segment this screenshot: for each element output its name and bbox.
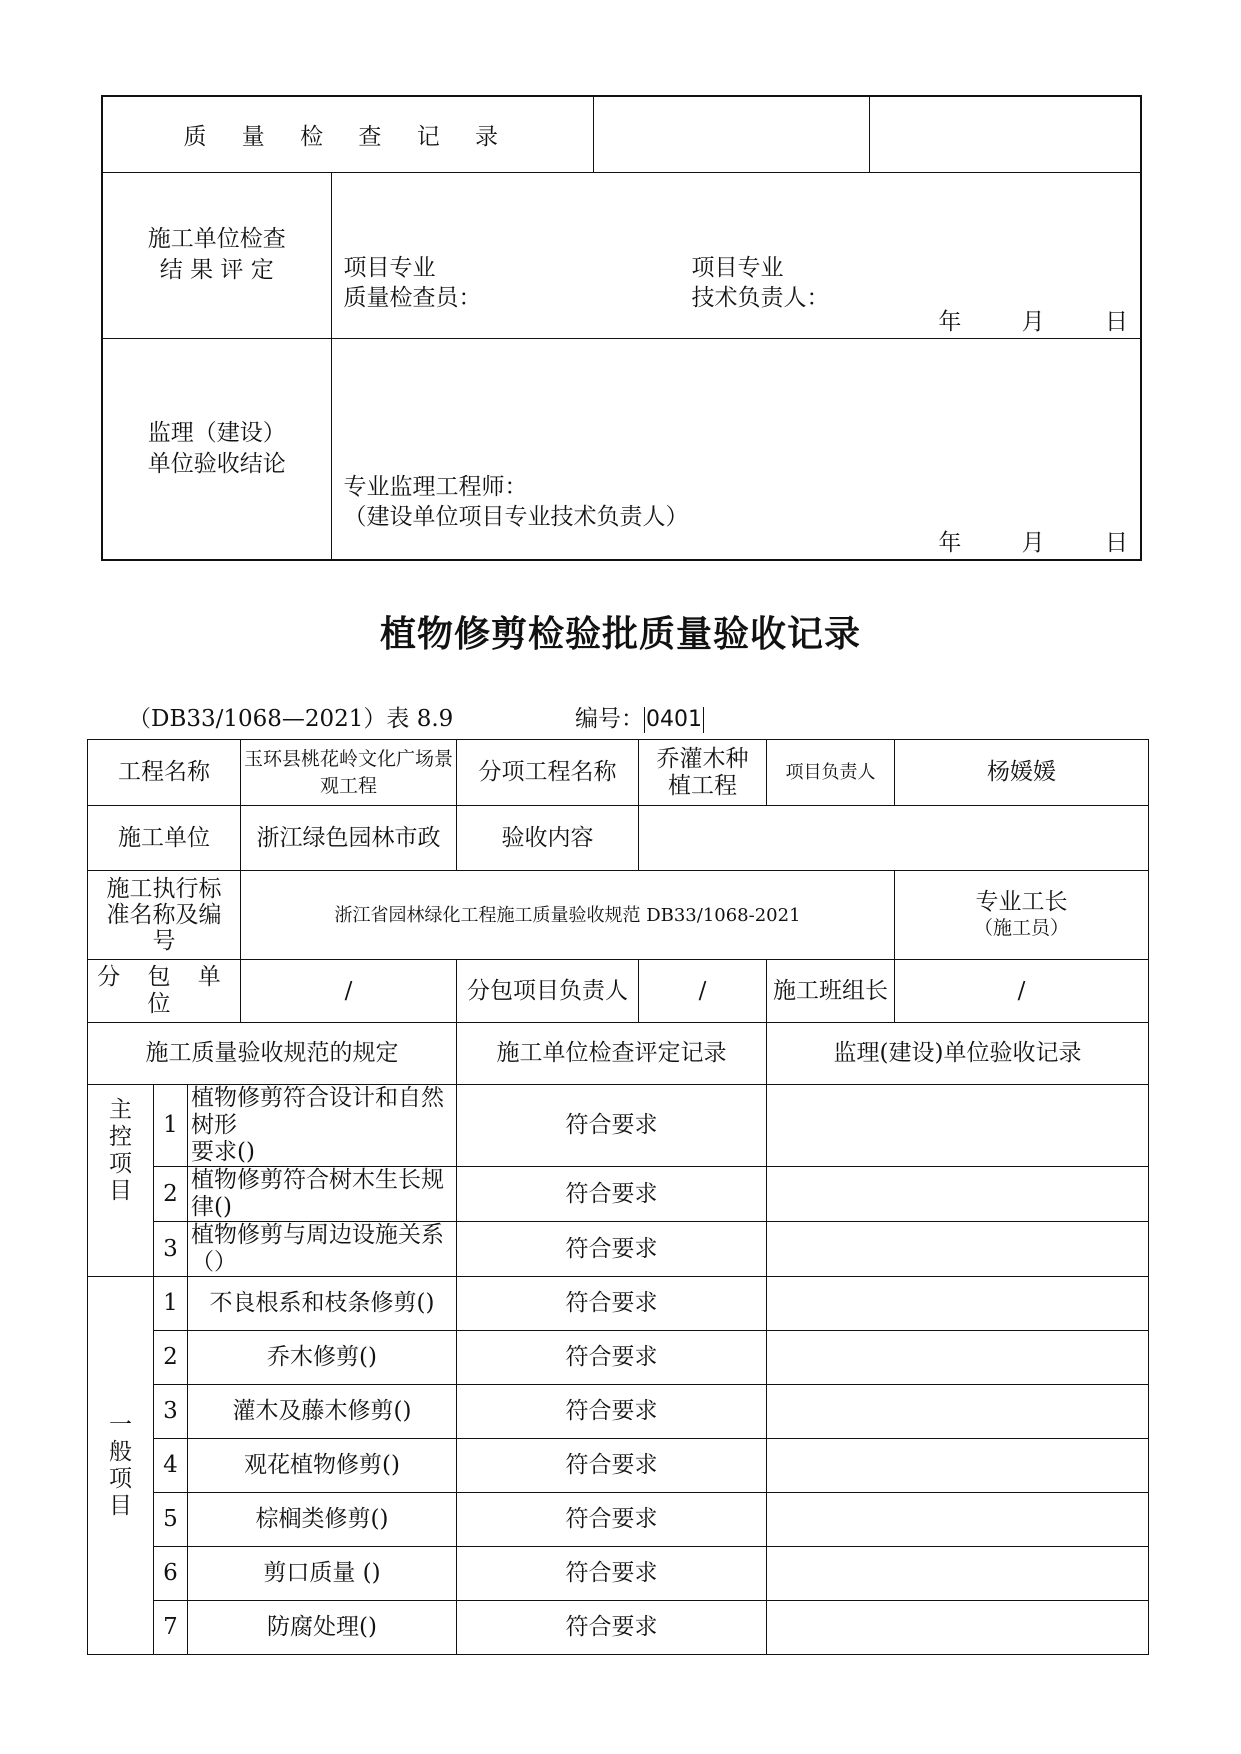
item-description: 剪口质量 () — [188, 1547, 457, 1601]
project-manager-value[interactable]: 杨媛媛 — [895, 740, 1149, 806]
tech-lead-l2: 技术负责人： — [691, 284, 830, 311]
acceptance-content-value[interactable] — [639, 806, 1149, 871]
item-description — [188, 1085, 457, 1167]
main-control-row — [88, 1167, 1149, 1222]
general-char-4: 目 — [109, 1492, 132, 1519]
main-control-char-4: 目 — [109, 1178, 132, 1204]
info-row-subcontractor — [88, 960, 1149, 1023]
contractor-check-result[interactable] — [331, 172, 1141, 338]
contractor-check-label-l1: 施工单位检查 — [147, 226, 286, 252]
foreman-label — [895, 871, 1149, 960]
team-leader-label: 施工班组长 — [767, 960, 895, 1023]
quality-record-label: 质 量 检 查 记 录 — [102, 96, 593, 172]
item-description-l1: 植物修剪符合设计和自然树形 — [191, 1085, 444, 1138]
item-number: 7 — [154, 1601, 188, 1655]
foreman-label-l1: 专业工长 — [975, 889, 1068, 915]
main-control-row — [88, 1085, 1149, 1167]
contractor-result[interactable]: 符合要求 — [457, 1493, 767, 1547]
main-control-label — [88, 1085, 154, 1277]
project-manager-label: 项目负责人 — [767, 740, 895, 806]
sub-project-l1: 乔灌木种 — [656, 745, 749, 772]
item-number: 3 — [154, 1222, 188, 1277]
info-row-standard — [88, 871, 1149, 960]
general-char-2: 般 — [109, 1438, 132, 1465]
item-number: 1 — [154, 1277, 188, 1331]
info-row-project — [88, 740, 1149, 806]
serial-label: 编号： — [575, 706, 644, 732]
item-description: 防腐处理() — [188, 1601, 457, 1655]
supervisor-conclusion-label — [102, 338, 331, 560]
contractor-result[interactable]: 符合要求 — [457, 1085, 767, 1167]
general-row — [88, 1493, 1149, 1547]
item-number: 1 — [154, 1085, 188, 1167]
item-description: 不良根系和枝条修剪() — [188, 1277, 457, 1331]
foreman-label-l2: （施工员） — [973, 917, 1069, 939]
sub-project-l2: 植工程 — [668, 772, 737, 799]
supervisor-check[interactable] — [767, 1085, 1149, 1167]
item-description: 灌木及藤木修剪() — [188, 1385, 457, 1439]
contractor-date: 年 月 日 — [938, 308, 1128, 335]
top-signoff-table — [101, 95, 1142, 561]
contractor-result[interactable]: 符合要求 — [457, 1222, 767, 1277]
team-leader-value[interactable]: / — [895, 960, 1149, 1023]
supervisor-check[interactable] — [767, 1601, 1149, 1655]
serial-input[interactable]: 0401 — [646, 707, 702, 732]
supervisor-check[interactable] — [767, 1493, 1149, 1547]
main-control-char-1: 主 — [109, 1097, 132, 1123]
header-supervisor-record: 监理(建设)单位验收记录 — [767, 1023, 1149, 1085]
contractor-label: 施工单位 — [88, 806, 241, 871]
contractor-result[interactable]: 符合要求 — [457, 1547, 767, 1601]
general-items-label — [88, 1277, 154, 1655]
item-number: 5 — [154, 1493, 188, 1547]
main-control-row — [88, 1222, 1149, 1277]
contractor-check-label-l2: 结 果 评 定 — [159, 257, 274, 283]
supervisor-date: 年 月 日 — [938, 530, 1128, 556]
tech-lead-sign — [692, 253, 830, 313]
item-description: 植物修剪符合树木生长规律() — [188, 1167, 457, 1222]
main-control-char-3: 项 — [109, 1151, 132, 1177]
quality-inspector-sign — [344, 253, 482, 313]
general-row — [88, 1601, 1149, 1655]
supervisor-sign-l2: （建设单位项目专业技术负责人） — [343, 503, 689, 530]
item-description: 观花植物修剪() — [188, 1439, 457, 1493]
contractor-result[interactable]: 符合要求 — [457, 1385, 767, 1439]
supervisor-check[interactable] — [767, 1385, 1149, 1439]
quality-inspector-l1: 项目专业 — [343, 254, 436, 281]
sub-manager-value[interactable]: / — [639, 960, 767, 1023]
supervisor-check[interactable] — [767, 1331, 1149, 1385]
sub-manager-label: 分包项目负责人 — [457, 960, 639, 1023]
supervisor-check[interactable] — [767, 1277, 1149, 1331]
item-number: 2 — [154, 1331, 188, 1385]
item-number: 6 — [154, 1547, 188, 1601]
standard-label-l1: 施工执行标 — [106, 876, 222, 902]
column-header-row — [88, 1023, 1149, 1085]
supervisor-label-l2: 单位验收结论 — [147, 450, 286, 477]
standard-value[interactable]: 浙江省园林绿化工程施工质量验收规范 DB33/1068-2021 — [241, 871, 895, 960]
supervisor-check[interactable] — [767, 1167, 1149, 1222]
item-description-l2: 要求() — [191, 1139, 255, 1165]
serial-number — [575, 700, 704, 733]
standard-reference: （DB33/1068—2021）表 8.9 — [128, 706, 454, 732]
project-name-value[interactable] — [241, 740, 457, 806]
item-number: 3 — [154, 1385, 188, 1439]
item-description: 植物修剪与周边设施关系（） — [188, 1222, 457, 1277]
general-char-1: 一 — [109, 1411, 132, 1438]
quality-record-cell-1[interactable] — [593, 96, 869, 172]
contractor-result[interactable]: 符合要求 — [457, 1439, 767, 1493]
sub-project-value[interactable] — [639, 740, 767, 806]
main-control-char-2: 控 — [109, 1124, 132, 1150]
supervisor-conclusion[interactable] — [331, 338, 1141, 560]
subcontractor-label: 分 包 单 位 — [88, 960, 241, 1023]
supervisor-check[interactable] — [767, 1439, 1149, 1493]
supervisor-sign — [344, 472, 689, 532]
contractor-result[interactable]: 符合要求 — [457, 1601, 767, 1655]
subcontractor-value[interactable]: / — [241, 960, 457, 1023]
sub-project-label: 分项工程名称 — [457, 740, 639, 806]
item-description: 乔木修剪() — [188, 1331, 457, 1385]
supervisor-check[interactable] — [767, 1222, 1149, 1277]
acceptance-content-label: 验收内容 — [457, 806, 639, 871]
item-description: 棕榈类修剪() — [188, 1493, 457, 1547]
quality-inspector-l2: 质量检查员： — [343, 284, 482, 311]
contractor-check-label — [102, 172, 331, 338]
item-number: 2 — [154, 1167, 188, 1222]
standard-label-l2: 准名称及编 — [106, 902, 222, 928]
project-name-l2: 观工程 — [319, 774, 377, 797]
supervisor-check[interactable] — [767, 1547, 1149, 1601]
quality-record-cell-2[interactable] — [869, 96, 1141, 172]
header-contractor-record: 施工单位检查评定记录 — [457, 1023, 767, 1085]
document-title: 植物修剪检验批质量验收记录 — [379, 614, 861, 655]
project-name-label: 工程名称 — [88, 740, 241, 806]
general-row — [88, 1277, 1149, 1331]
contractor-result[interactable]: 符合要求 — [457, 1331, 767, 1385]
tech-lead-l1: 项目专业 — [691, 254, 784, 281]
general-row — [88, 1547, 1149, 1601]
supervisor-label-l1: 监理（建设） — [147, 419, 286, 446]
header-spec: 施工质量验收规范的规定 — [88, 1023, 457, 1085]
standard-label — [88, 871, 241, 960]
general-row — [88, 1385, 1149, 1439]
contractor-value[interactable]: 浙江绿色园林市政 — [241, 806, 457, 871]
project-name-l1: 玉环县桃花岭文化广场景 — [243, 747, 453, 770]
standard-label-l3: 号 — [152, 928, 176, 954]
contractor-result[interactable]: 符合要求 — [457, 1277, 767, 1331]
general-char-3: 项 — [109, 1465, 132, 1492]
item-number: 4 — [154, 1439, 188, 1493]
info-row-contractor — [88, 806, 1149, 871]
inspection-record-table — [87, 739, 1149, 1655]
contractor-result[interactable]: 符合要求 — [457, 1167, 767, 1222]
general-row — [88, 1439, 1149, 1493]
supervisor-sign-l1: 专业监理工程师： — [343, 473, 528, 500]
general-row — [88, 1331, 1149, 1385]
